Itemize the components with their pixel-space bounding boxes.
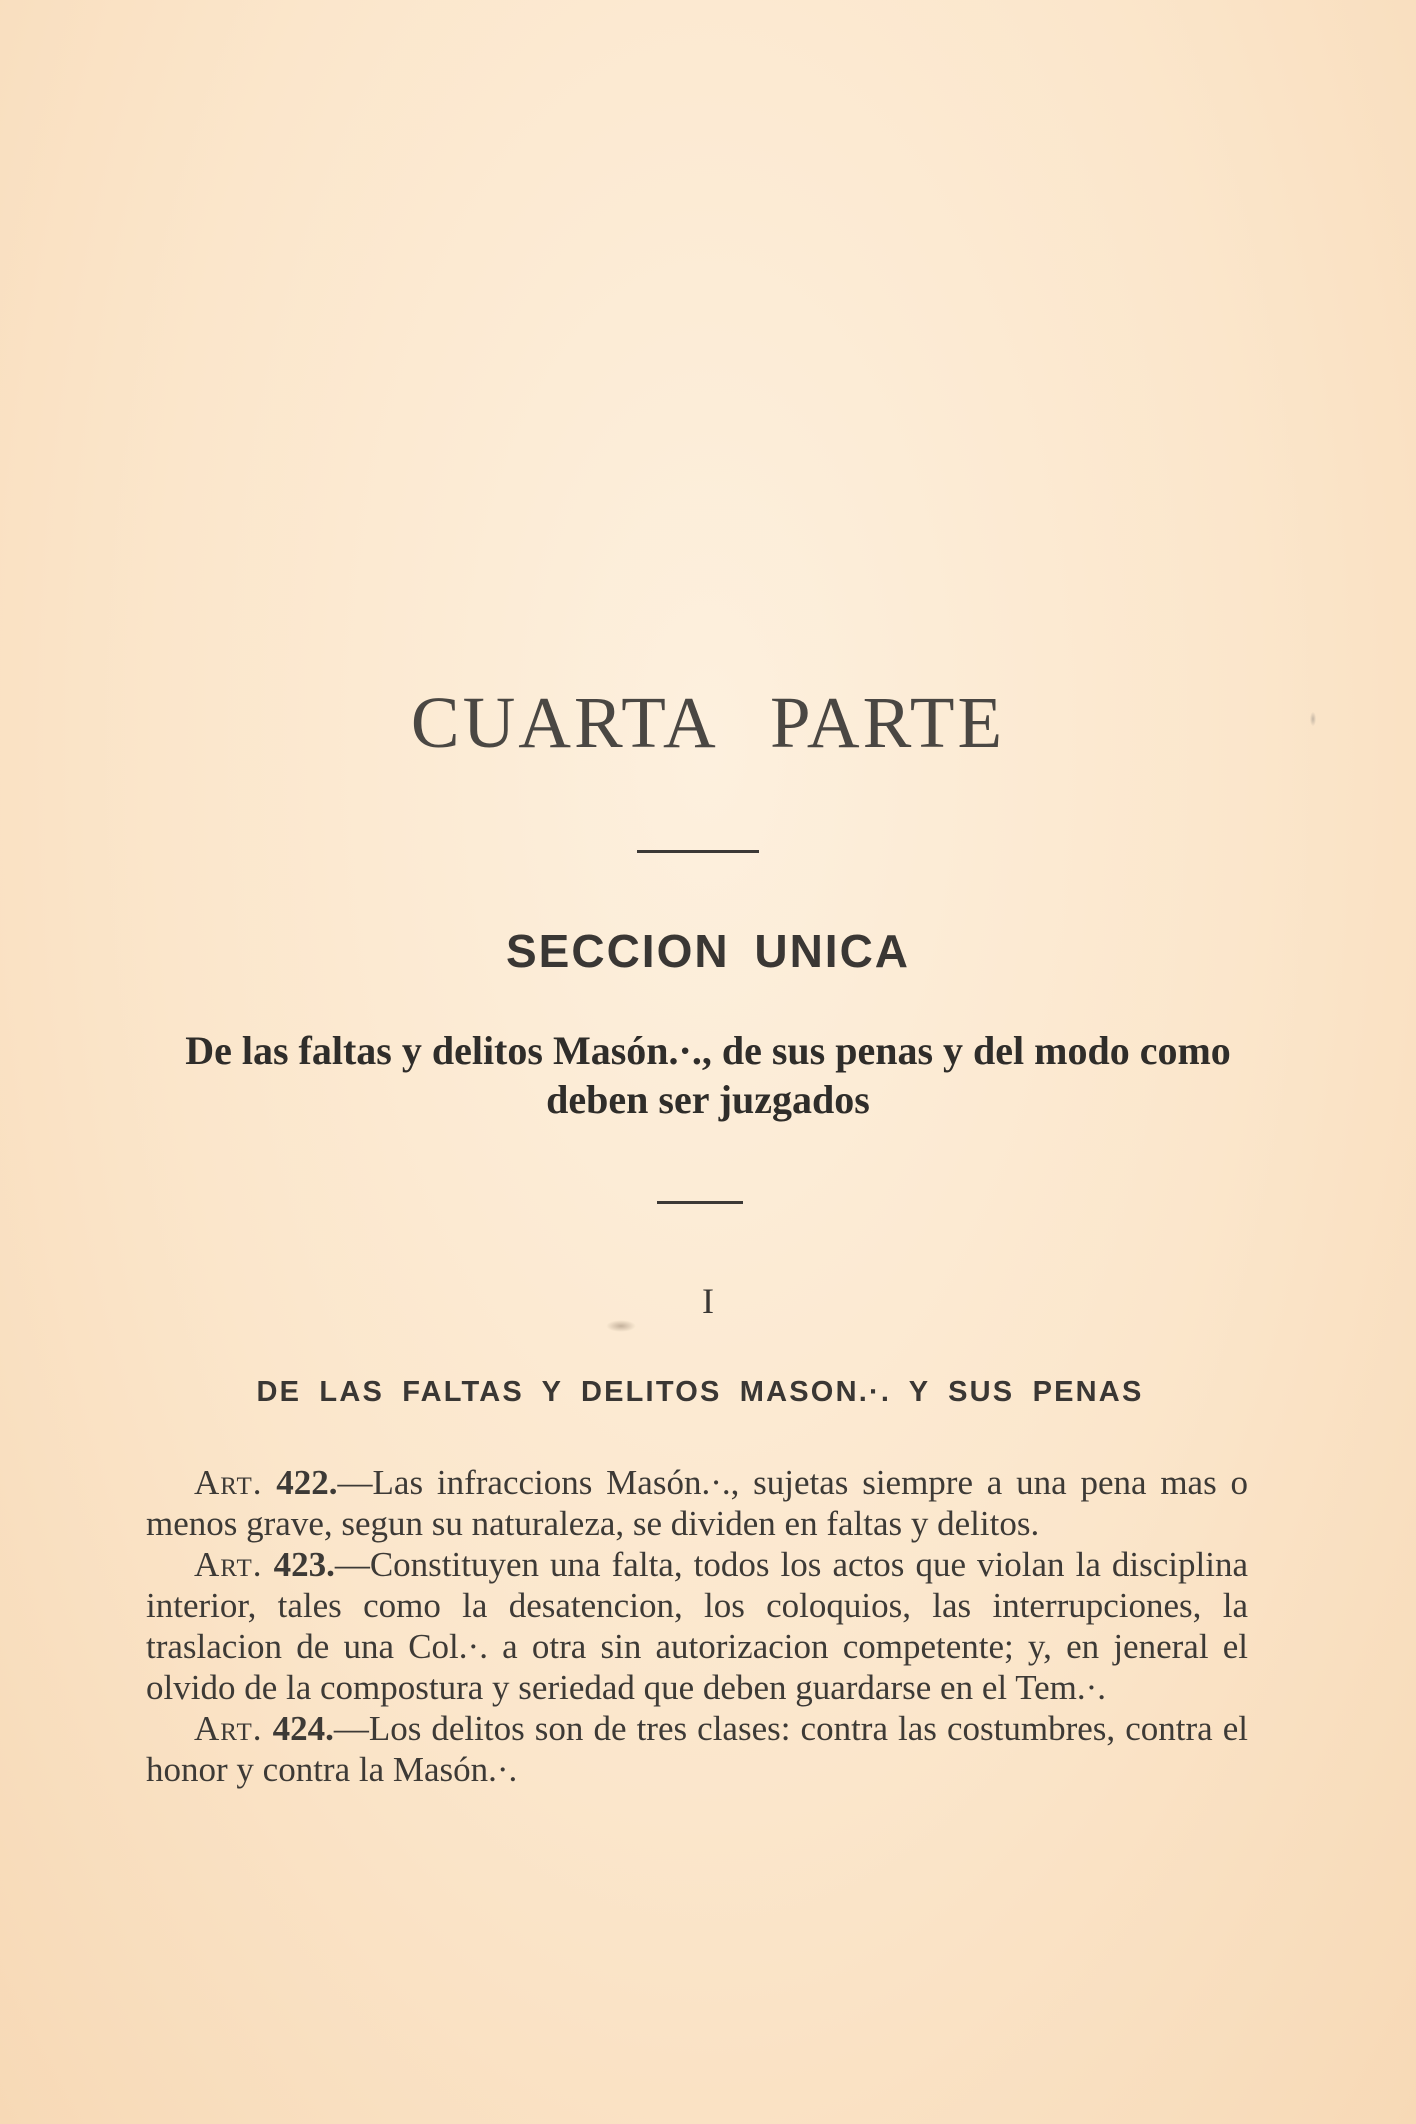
section-subtitle: De las faltas y delitos Masón.·., de sus penas y del modo como deben ser juzgados xyxy=(185,1028,1231,1122)
divider-rule xyxy=(637,850,759,853)
article-number: 424. xyxy=(272,1709,334,1748)
article-text: —Los delitos son de tres clases: contra las costumbres, contra el honor y contra la Masón.·. xyxy=(146,1709,1249,1789)
ink-smudge xyxy=(606,1320,636,1332)
article-number: 422. xyxy=(276,1463,338,1502)
article-label: Art. xyxy=(194,1709,263,1748)
article-label: Art. xyxy=(194,1463,263,1502)
article-text: —Constituyen una falta, todos los actos que violan la disciplina interior, tales como la desatencion, los coloquios, las interrupciones, la traslacion de una Col.·. a otra sin autorizacion competente; y, en jeneral el olvido de la compostura y seriedad que deben guardarse en el Tem.·. xyxy=(146,1545,1248,1707)
article-424 xyxy=(146,1708,1248,1790)
article-423 xyxy=(146,1544,1248,1708)
article-422 xyxy=(146,1462,1248,1544)
page-speck xyxy=(1310,712,1316,726)
divider-rule xyxy=(657,1201,743,1204)
article-number: 423. xyxy=(273,1545,335,1584)
part-title: CUARTA PARTE xyxy=(410,682,1006,763)
chapter-title: DE LAS FALTAS Y DELITOS MASON.·. Y SUS PENAS xyxy=(256,1376,1144,1408)
chapter-number: I xyxy=(702,1281,714,1321)
section-title: SECCION UNICA xyxy=(505,925,911,977)
article-text: —Las infraccions Masón.·., sujetas siempre a una pena mas o menos grave, segun su naturaleza, se dividen en faltas y delitos. xyxy=(146,1463,1249,1543)
article-label: Art. xyxy=(194,1545,263,1584)
article-body xyxy=(146,1462,1248,1790)
